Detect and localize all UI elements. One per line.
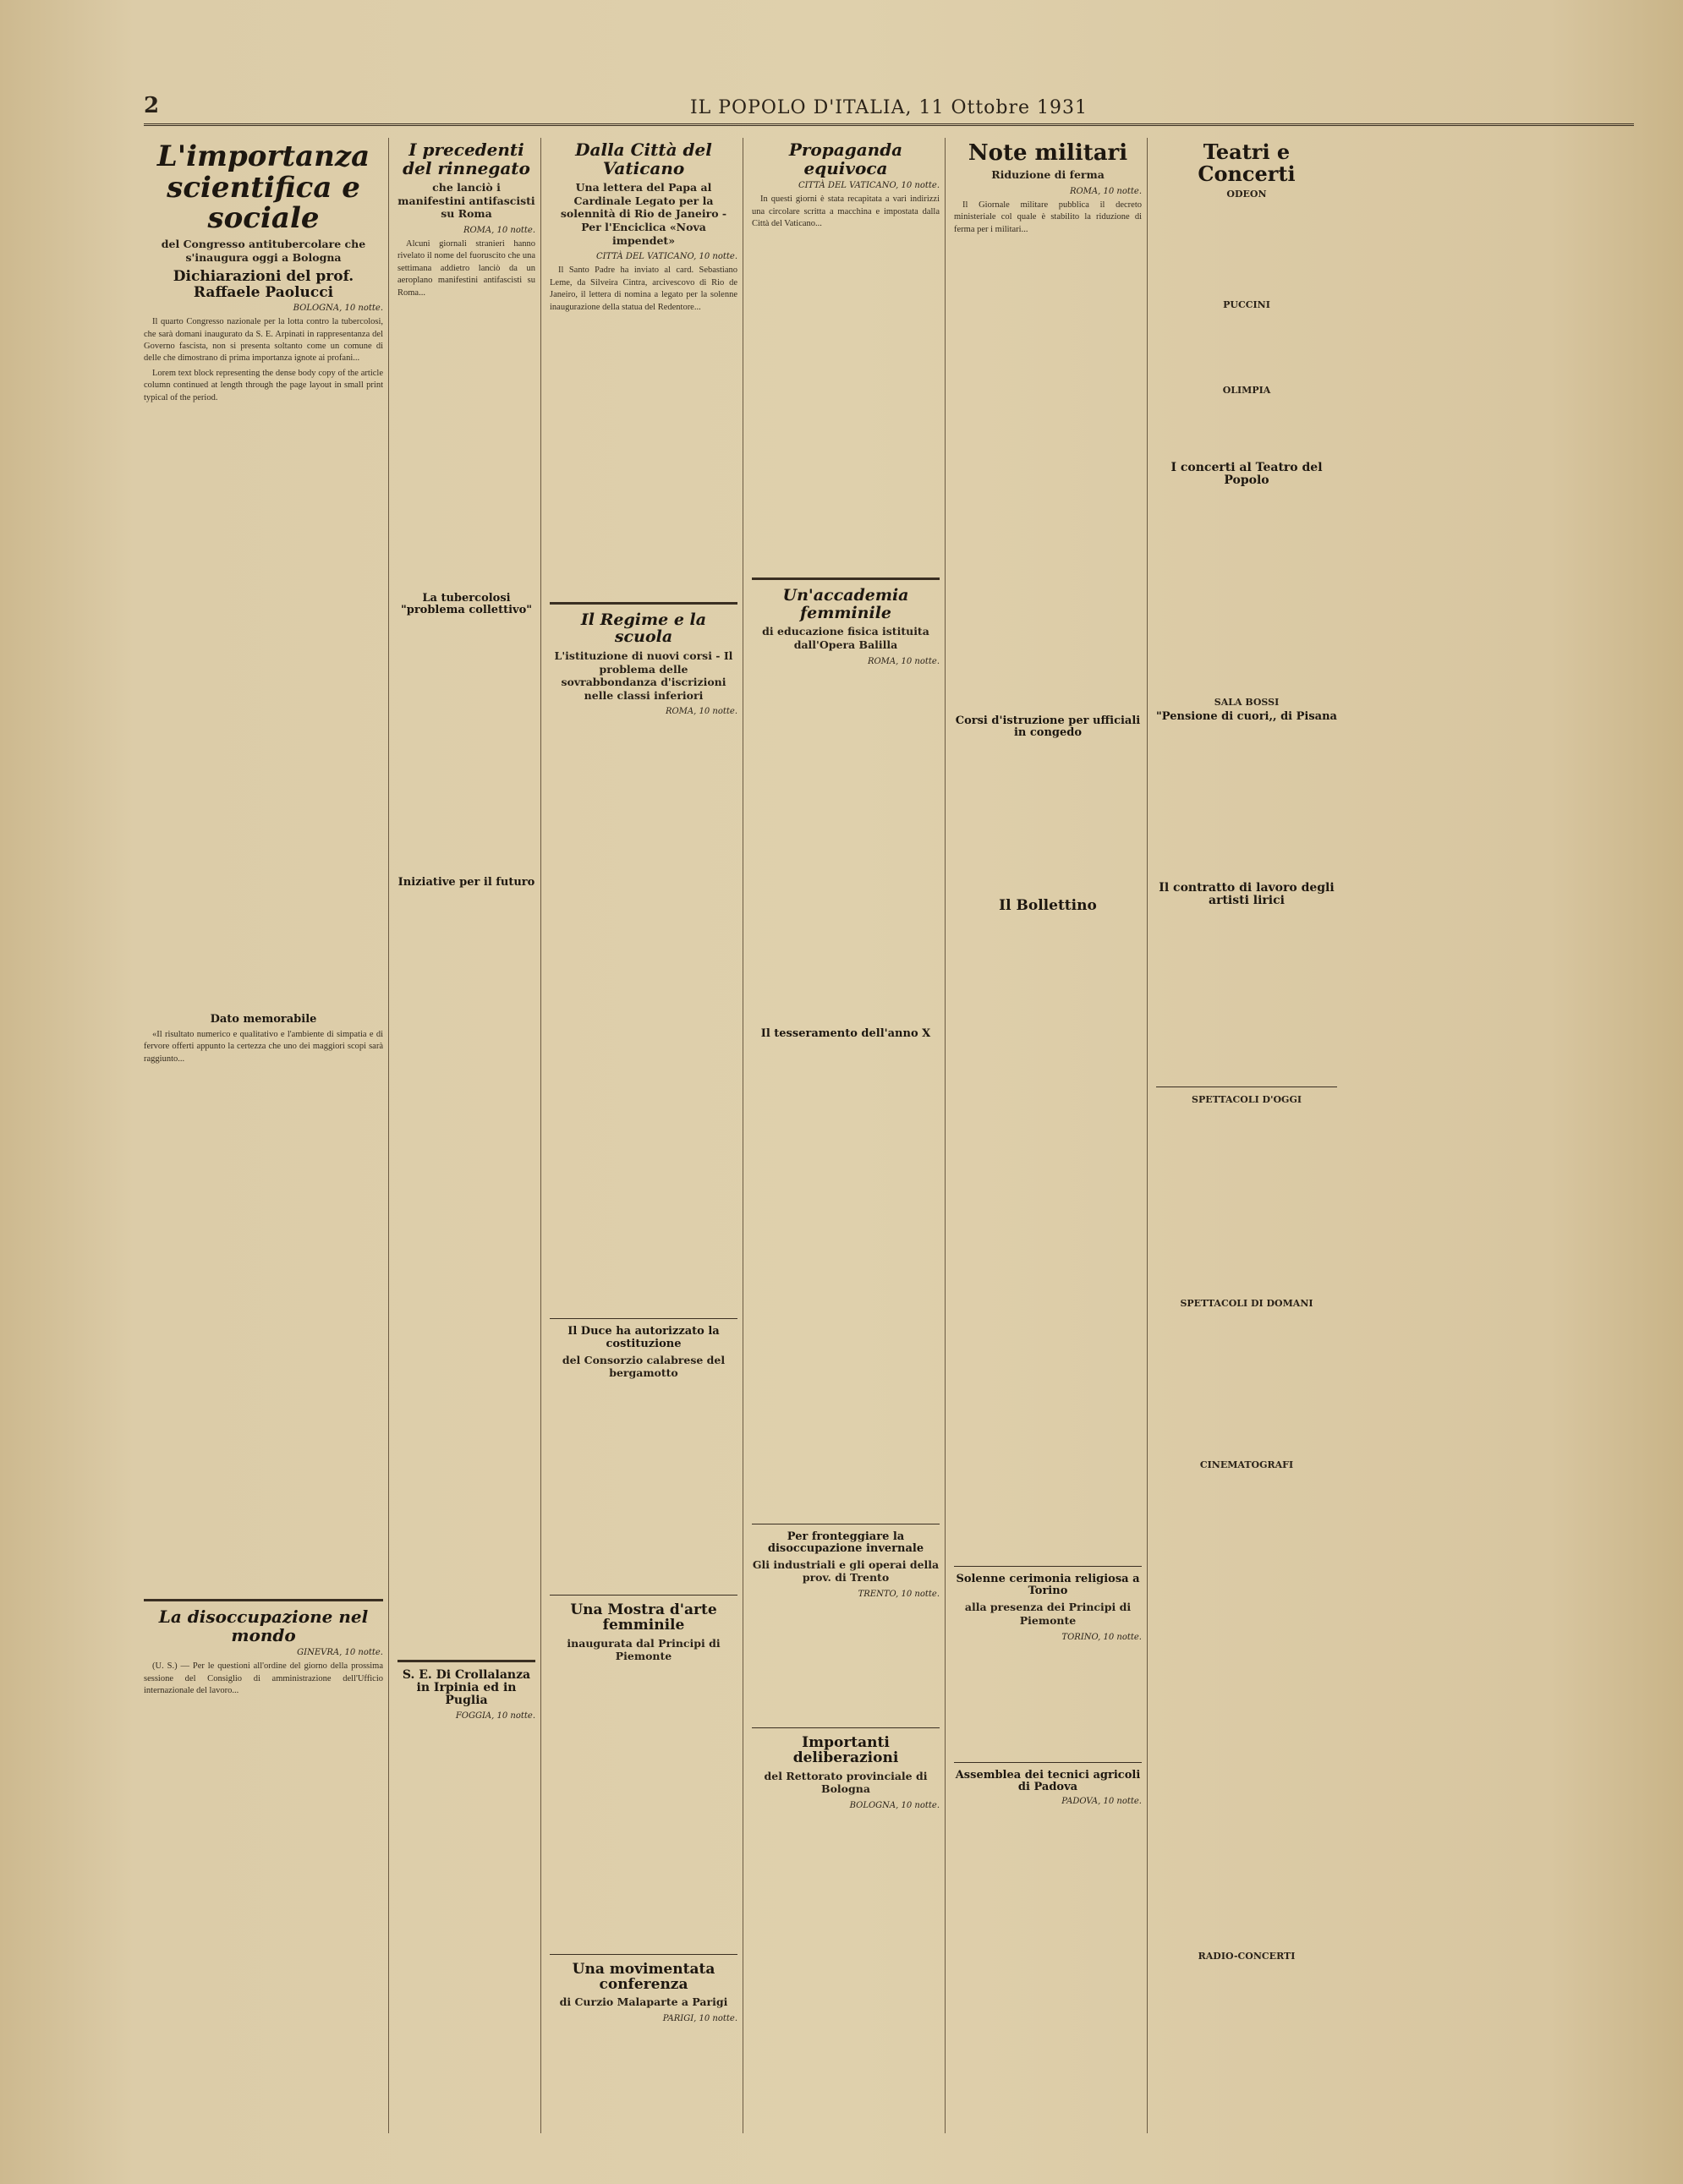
column-4	[752, 138, 946, 2133]
article-body-2: «Il risultato numerico e qualitativo e l'ambiente di simpatia e di fervore offerti appunto la certezza che uno dei maggiori scopi sarà raggiunto...	[144, 1029, 383, 1064]
subhead-riduzione: Riduzione di ferma	[991, 168, 1105, 182]
newspaper-title: IL POPOLO D'ITALIA, 11 Ottobre 1931	[689, 97, 1088, 118]
headline-vaticano: Dalla Città del Vaticano	[575, 140, 712, 178]
subhead-mostra: inaugurata dal Principi di Piemonte	[567, 1636, 721, 1663]
headline-tesseramento: Il tesseramento dell'anno X	[760, 1026, 931, 1040]
dateline-roma-3: ROMA, 10 notte.	[867, 656, 940, 666]
headline-disoccupazione: La disoccupazione nel mondo	[158, 1607, 369, 1645]
headline-assemblea-padova: Assemblea dei tecnici agricoli di Padova	[955, 1768, 1141, 1793]
section-teatro-popolo: I concerti al Teatro del Popolo	[1170, 460, 1323, 487]
headline-disoccupazione-invernale: Per fronteggiare la disoccupazione invernale	[767, 1530, 924, 1555]
column-3	[550, 138, 743, 2133]
article-lead: Il quarto Congresso nazionale per la lotta contro la tubercolosi, che sarà domani inaugurato da S. E. Arpinati in rappresentanza del Governo fascista, non si presenta soltanto come un comune di delle che dimostrano di prima importanza ignote ai profani...	[144, 317, 383, 364]
headline-duce-bergamotto: Il Duce ha autorizzato la costituzione	[567, 1325, 720, 1350]
subhead-rinnegato: che lanciò i manifestini antifascisti su Roma	[397, 181, 535, 221]
subhead-malaparte: di Curzio Malaparte a Parigi	[559, 1995, 728, 2009]
section-cinematografi: CINEMATOGRAFI	[1199, 1459, 1294, 1471]
subhead-accademia: di educazione fisica istituita dall'Opera Balilla	[762, 625, 929, 652]
headline-propaganda: Propaganda equivoca	[788, 140, 903, 178]
headline-note-militari: Note militari	[968, 140, 1128, 166]
headline-deliberazioni: Importanti deliberazioni	[792, 1734, 899, 1767]
dateline-ginevra: GINEVRA, 10 notte.	[297, 1648, 383, 1658]
section-contratto-lirici: Il contratto di lavoro degli artisti lirici	[1159, 881, 1335, 908]
section-iniziative: Iniziative per il futuro	[397, 876, 535, 889]
dateline-roma: ROMA, 10 notte.	[463, 226, 535, 236]
subhead-bologna: del Rettorato provinciale di Bologna	[764, 1769, 928, 1796]
columns	[144, 138, 1634, 2133]
headline-paolucci: L'importanza scientifica e sociale	[156, 140, 370, 236]
dateline-trento: TRENTO, 10 notte.	[858, 1590, 940, 1600]
masthead	[144, 93, 1634, 126]
headline-teatri: Teatri e Concerti	[1198, 140, 1296, 186]
article-propaganda: In questi giorni è stata recapitata a vari indirizzi una circolare scritta a macchina e impostata dalla Città del Vaticano...	[752, 194, 940, 228]
dateline-vaticano-2: CITTÀ DEL VATICANO, 10 notte.	[798, 181, 940, 191]
subhead-trento: Gli industriali e gli operai della prov. di Trento	[752, 1557, 940, 1585]
section-sala-bossi: SALA BOSSI	[1214, 697, 1280, 709]
headline-bollettino: Il Bollettino	[999, 896, 1097, 914]
headline-cerimonia-torino: Solenne cerimonia religiosa a Torino	[956, 1573, 1140, 1598]
page-number: 2	[144, 93, 161, 118]
subhead-vaticano: Una lettera del Papa al Cardinale Legato per la solennità di Rio de Janeiro - Per l'Enciclica «Nova impendet»	[560, 181, 727, 247]
section-dato-memorabile: Dato memorabile	[210, 1012, 317, 1026]
column-1	[144, 138, 389, 2133]
headline-malaparte: Una movimentata conferenza	[572, 1960, 715, 1994]
section-puccini: PUCCINI	[1223, 298, 1270, 310]
headline-mostra: Una Mostra d'arte femminile	[570, 1601, 717, 1634]
subhead-congress: del Congresso antitubercolare che s'inaugura oggi a Bologna	[161, 238, 366, 264]
subhead-principi: alla presenza dei Principi di Piemonte	[964, 1601, 1132, 1628]
dateline-padova: PADOVA, 10 notte.	[1061, 1796, 1142, 1806]
dateline: BOLOGNA, 10 notte.	[293, 304, 383, 314]
dateline-bologna-2: BOLOGNA, 10 notte.	[849, 1801, 940, 1810]
dateline-parigi: PARIGI, 10 notte.	[662, 2014, 737, 2024]
headline-corsi: Corsi d'istruzione per ufficiali in congedo	[955, 714, 1141, 739]
section-radio: RADIO-CONCERTI	[1198, 1951, 1296, 1962]
dateline-torino: TORINO, 10 notte.	[1061, 1632, 1142, 1642]
subhead-bergamotto: del Consorzio calabrese del bergamotto	[562, 1353, 726, 1380]
dateline-foggia: FOGGIA, 10 notte.	[455, 1711, 535, 1721]
subhead-regime-scuola: L'istituzione di nuovi corsi - Il problema delle sovrabbondanza d'iscrizioni nelle classi inferiori	[554, 649, 733, 702]
column-6	[1156, 138, 1342, 2133]
article-vaticano: Il Santo Padre ha inviato al card. Sebastiano Leme, da Silveira Cintra, arcivescovo di Rio de Janeiro, il lettera di nomina a legato per la solenne inaugurazione della statua del Redentore...	[550, 265, 737, 312]
article-body-continued	[144, 1068, 383, 1592]
article-note-militari: Il Giornale militare pubblica il decreto ministeriale col quale è stabilito la riduzione di ferma per i militari...	[954, 200, 1142, 234]
section-pensione-cuori: "Pensione di cuori,, di Pisana	[1156, 710, 1337, 724]
headline-crollalanza: S. E. Di Crollalanza in Irpinia ed in Puglia	[402, 1668, 531, 1708]
section-problema-collettivo: La tubercolosi "problema collettivo"	[400, 592, 533, 617]
column-2	[397, 138, 541, 2133]
article-disoccupazione: (U. S.) — Per le questioni all'ordine del giorno della prossima sessione del Consiglio di amministrazione dell'Ufficio internazionale del lavoro...	[144, 1661, 383, 1695]
article-body: Lorem text block representing the dense body copy of the article column continued at length through the page layout in small print typical of the period.	[144, 368, 383, 402]
dateline-vaticano: CITTÀ DEL VATICANO, 10 notte.	[595, 252, 737, 262]
headline-regime-scuola: Il Regime e la scuola	[580, 610, 707, 647]
section-olimpia: OLIMPIA	[1222, 384, 1271, 396]
section-spettacoli-oggi: SPETTACOLI D'OGGI	[1192, 1094, 1302, 1106]
headline-accademia: Un'accademia femminile	[782, 586, 909, 622]
dateline-roma-2: ROMA, 10 notte.	[665, 707, 737, 717]
column-5	[954, 138, 1148, 2133]
section-odeon: ODEON	[1226, 188, 1267, 200]
dateline-roma-4: ROMA, 10 notte.	[1069, 186, 1142, 196]
subhead-dichiarazioni: Dichiarazioni del prof. Raffaele Paolucci	[173, 268, 354, 301]
section-spettacoli-domani: SPETTACOLI DI DOMANI	[1180, 1298, 1313, 1310]
article-rinnegato: Alcuni giornali stranieri hanno rivelato il nome del fuoruscito che una settimana addietro lanciò da un aeroplano manifestini antifascisti su Roma...	[397, 239, 535, 298]
headline-rinnegato: I precedenti del rinnegato	[403, 140, 530, 178]
